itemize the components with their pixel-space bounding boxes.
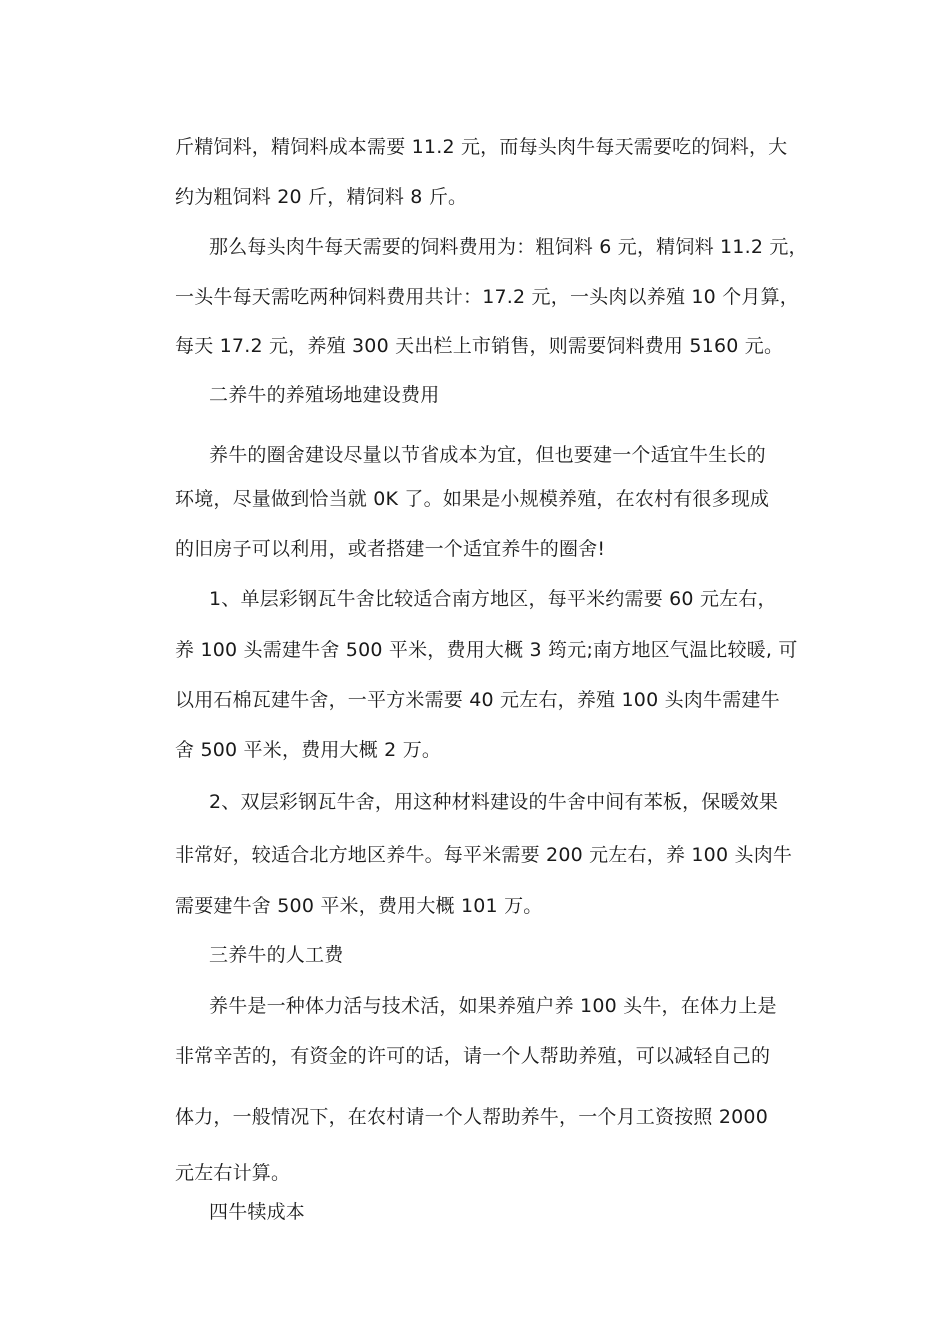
paragraph-start: 1、单层彩钢瓦牛舍比较适合南方地区，每平米约需要 60 元左右， (209, 588, 777, 610)
text-line: 斤精饲料，精饲料成本需要 11.2 元，而每头肉牛每天需要吃的饲料，大 (175, 136, 788, 158)
paragraph-start: 养牛是一种体力活与技术活，如果养殖户养 100 头牛，在体力上是 (209, 995, 777, 1017)
text-line: 的旧房子可以利用，或者搭建一个适宜养牛的圈舍! (175, 538, 606, 560)
text-line: 元左右计算。 (175, 1162, 291, 1184)
section-heading: 四牛犊成本 (209, 1201, 306, 1223)
text-line: 环境，尽量做到恰当就 0K 了。如果是小规模养殖，在农村有很多现成 (175, 488, 770, 510)
text-line: 约为粗饲料 20 斤，精饲料 8 斤。 (175, 186, 468, 208)
text-line: 每天 17.2 元，养殖 300 天出栏上市销售，则需要饲料费用 5160 元。 (175, 335, 784, 357)
text-line: 一头牛每天需吃两种饲料费用共计：17.2 元，一头肉以养殖 10 个月算， (175, 286, 800, 308)
text-line: 舍 500 平米，费用大概 2 万。 (175, 739, 442, 761)
paragraph-start: 那么每头肉牛每天需要的饲料费用为：粗饲料 6 元，精饲料 11.2 元， (209, 236, 808, 258)
paragraph-start: 2、双层彩钢瓦牛舍，用这种材料建设的牛舍中间有苯板，保暖效果 (209, 791, 779, 813)
text-line: 以用石棉瓦建牛舍，一平方米需要 40 元左右，养殖 100 头肉牛需建牛 (175, 689, 780, 711)
text-line: 体力，一般情况下，在农村请一个人帮助养牛，一个月工资按照 2000 (175, 1106, 768, 1128)
text-line: 非常好，较适合北方地区养牛。每平米需要 200 元左右，养 100 头肉牛 (175, 844, 793, 866)
text-line: 非常辛苦的，有资金的许可的话，请一个人帮助养殖，可以减轻自己的 (175, 1045, 771, 1067)
text-line: 需要建牛舍 500 平米，费用大概 101 万。 (175, 895, 543, 917)
paragraph-start: 养牛的圈舍建设尽量以节省成本为宜，但也要建一个适宜牛生长的 (209, 444, 766, 466)
text-line: 养 100 头需建牛舍 500 平米，费用大概 3 筠元;南方地区气温比较暖, 可 (175, 639, 798, 661)
section-heading: 三养牛的人工费 (209, 944, 344, 966)
section-heading: 二养牛的养殖场地建设费用 (209, 384, 440, 406)
